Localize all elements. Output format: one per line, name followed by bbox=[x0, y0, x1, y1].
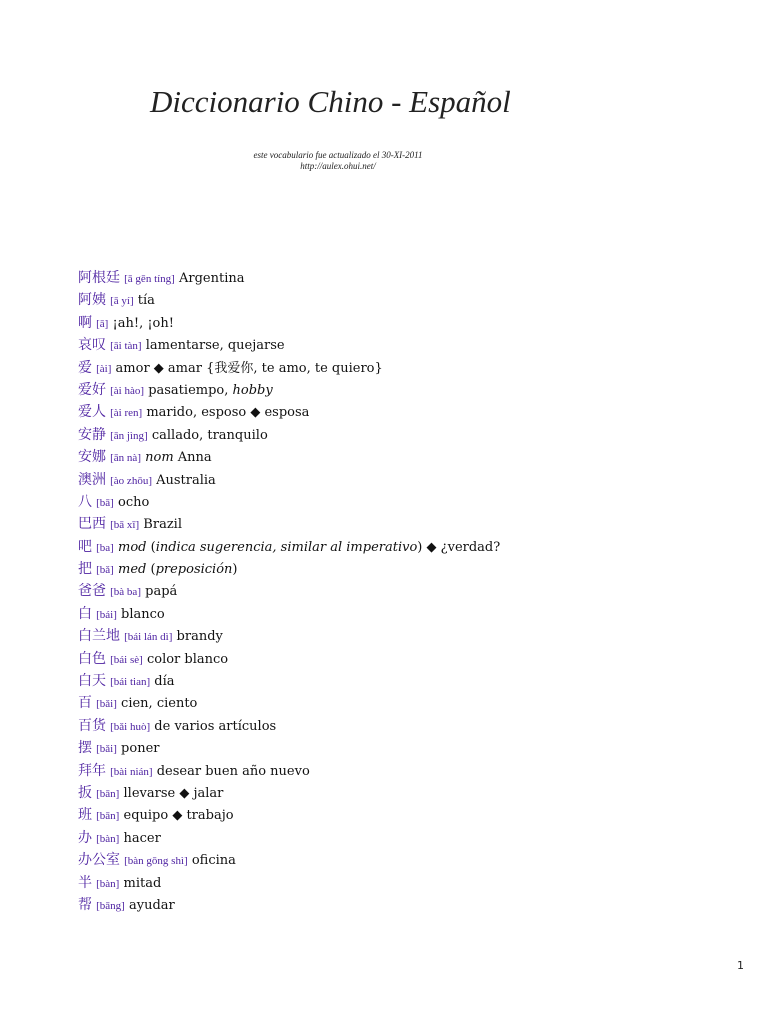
page-number: 1 bbox=[737, 959, 744, 972]
entry-pinyin: [ài] bbox=[96, 362, 112, 375]
entry-pinyin: [bān] bbox=[96, 810, 120, 823]
entry-hanzi: 白色 bbox=[78, 650, 106, 667]
entry-hanzi: 把 bbox=[78, 561, 92, 578]
definition-part: ¡ah!, ¡oh! bbox=[112, 315, 174, 331]
definition-italic-part: indica sugerencia, similar al imperativo bbox=[155, 539, 418, 555]
entry-pinyin: [bái] bbox=[96, 608, 117, 621]
source-url[interactable]: http://aulex.ohui.net/ bbox=[300, 161, 376, 171]
definition-part: ( bbox=[146, 539, 156, 555]
dictionary-entry bbox=[78, 804, 500, 826]
definition-part: Brazil bbox=[143, 517, 182, 533]
entry-pinyin: [bà ba] bbox=[110, 586, 141, 599]
dictionary-entry bbox=[78, 446, 500, 468]
entry-pinyin: [āi tàn] bbox=[110, 340, 142, 353]
entry-hanzi: 白天 bbox=[78, 673, 106, 690]
entry-definition bbox=[146, 405, 309, 420]
entry-definition bbox=[192, 853, 236, 868]
definition-part: callado, tranquilo bbox=[151, 427, 268, 443]
definition-part: cien, ciento bbox=[121, 696, 198, 712]
definition-part: amor ◆ amar {我爱你, te amo, te quiero} bbox=[115, 360, 383, 376]
entry-hanzi: 班 bbox=[78, 807, 92, 824]
entry-definition bbox=[124, 786, 224, 801]
entry-pinyin: [ān jìng] bbox=[110, 429, 148, 442]
definition-part: papá bbox=[145, 584, 178, 600]
entry-hanzi: 办公室 bbox=[78, 852, 120, 869]
entry-definition bbox=[146, 338, 285, 353]
entry-pinyin: [bái lán dì] bbox=[124, 631, 173, 644]
update-note: este vocabulario fue actualizado el 30-XI-2011 bbox=[253, 150, 423, 160]
definition-italic-part: med bbox=[118, 562, 147, 578]
entry-hanzi: 阿根廷 bbox=[78, 270, 120, 286]
definition-part: ) ◆ ¿verdad? bbox=[417, 539, 501, 555]
entry-hanzi: 吧 bbox=[78, 538, 92, 555]
definition-part: pasatiempo, bbox=[148, 382, 233, 398]
dictionary-entry bbox=[78, 603, 500, 625]
subtitle bbox=[170, 150, 506, 172]
entry-pinyin: [ān nà] bbox=[110, 452, 141, 465]
entry-pinyin: [bàn gōng shì] bbox=[124, 855, 188, 868]
entry-pinyin: [bài nián] bbox=[110, 765, 153, 778]
entry-pinyin: [ā gēn tíng] bbox=[124, 273, 175, 285]
entry-definition bbox=[124, 876, 162, 891]
entry-hanzi: 哀叹 bbox=[78, 337, 106, 354]
entry-hanzi: 爱 bbox=[78, 359, 92, 376]
entry-definition bbox=[113, 316, 174, 331]
entry-hanzi: 拜年 bbox=[78, 762, 106, 779]
dictionary-entry bbox=[78, 760, 500, 782]
definition-part: ocho bbox=[118, 494, 150, 510]
entry-hanzi: 白 bbox=[78, 605, 92, 622]
definition-part: equipo ◆ trabajo bbox=[123, 808, 234, 824]
entry-definition bbox=[156, 473, 216, 488]
entry-pinyin: [bǎ] bbox=[96, 564, 114, 577]
entry-pinyin: [ài ren] bbox=[110, 407, 143, 420]
definition-part: llevarse ◆ jalar bbox=[123, 785, 224, 801]
entry-definition bbox=[124, 808, 234, 823]
definition-part: ) bbox=[232, 562, 238, 578]
entry-hanzi: 爱好 bbox=[78, 381, 106, 398]
dictionary-entry bbox=[78, 849, 500, 871]
definition-part: ( bbox=[146, 562, 156, 578]
dictionary-entry bbox=[78, 715, 500, 737]
definition-italic-part: nom bbox=[145, 450, 174, 466]
entry-hanzi: 阿姨 bbox=[78, 292, 106, 309]
entry-pinyin: [bā] bbox=[96, 496, 114, 509]
dictionary-entry bbox=[78, 648, 500, 670]
entry-hanzi: 扳 bbox=[78, 784, 92, 801]
entry-hanzi: 半 bbox=[78, 874, 92, 891]
entry-hanzi: 百 bbox=[78, 695, 92, 712]
entry-pinyin: [bǎi huò] bbox=[110, 720, 151, 733]
entry-pinyin: [ào zhōu] bbox=[110, 474, 152, 487]
definition-part: brandy bbox=[176, 629, 223, 645]
definition-italic-part: hobby bbox=[232, 382, 273, 398]
page-title: Diccionario Chino - Español bbox=[150, 84, 511, 119]
entry-hanzi: 巴西 bbox=[78, 516, 106, 533]
definition-part: Anna bbox=[173, 450, 212, 466]
entry-hanzi: 办 bbox=[78, 829, 92, 846]
entry-pinyin: [ā yí] bbox=[110, 295, 134, 308]
dictionary-entry bbox=[78, 491, 500, 513]
entry-definition bbox=[138, 293, 155, 308]
entry-definition bbox=[124, 831, 161, 846]
entry-hanzi: 八 bbox=[78, 493, 92, 510]
entry-hanzi: 白兰地 bbox=[78, 628, 120, 645]
definition-italic-part: preposición bbox=[155, 562, 233, 578]
entry-definition bbox=[145, 450, 212, 465]
dictionary-entry bbox=[78, 872, 500, 894]
entry-pinyin: [bāng] bbox=[96, 899, 125, 912]
entry-definition bbox=[157, 764, 310, 779]
entry-definition bbox=[154, 719, 276, 734]
entry-definition bbox=[118, 562, 238, 577]
definition-part: de varios artículos bbox=[154, 718, 277, 734]
entry-pinyin: [bái sè] bbox=[110, 653, 143, 666]
entry-definition bbox=[177, 629, 223, 644]
entry-pinyin: [bān] bbox=[96, 787, 120, 800]
entry-definition bbox=[152, 428, 268, 443]
definition-part: blanco bbox=[121, 606, 165, 622]
definition-part: oficina bbox=[191, 853, 236, 869]
dictionary-entry bbox=[78, 558, 500, 580]
dictionary-entry bbox=[78, 670, 500, 692]
dictionary-entry bbox=[78, 357, 500, 379]
dictionary-entry bbox=[78, 625, 500, 647]
entry-definition bbox=[179, 271, 245, 286]
entry-definition bbox=[129, 898, 175, 913]
entry-hanzi: 啊 bbox=[78, 314, 92, 331]
entry-definition bbox=[145, 584, 177, 599]
entry-pinyin: [bàn] bbox=[96, 877, 120, 890]
definition-part: hacer bbox=[123, 830, 161, 846]
definition-part: ayudar bbox=[129, 897, 175, 913]
definition-part: desear buen año nuevo bbox=[156, 763, 310, 779]
definition-part: Australia bbox=[156, 472, 216, 488]
definition-italic-part: mod bbox=[118, 539, 147, 555]
dictionary-entry bbox=[78, 737, 500, 759]
entry-definition bbox=[118, 540, 500, 555]
definition-part: Argentina bbox=[178, 271, 245, 286]
definition-part: marido, esposo ◆ esposa bbox=[146, 405, 310, 421]
entry-definition bbox=[154, 674, 174, 689]
definition-part: poner bbox=[121, 741, 160, 757]
entry-definition bbox=[121, 741, 159, 756]
dictionary-entry bbox=[78, 334, 500, 356]
entry-definition bbox=[121, 696, 197, 711]
entry-pinyin: [ā] bbox=[96, 317, 109, 330]
dictionary-entry bbox=[78, 312, 500, 334]
entry-pinyin: [bā xī] bbox=[110, 519, 140, 532]
dictionary-entry bbox=[78, 289, 500, 311]
dictionary-entry bbox=[78, 827, 500, 849]
dictionary-entry bbox=[78, 513, 500, 535]
dictionary-entry bbox=[78, 401, 500, 423]
entry-pinyin: [bái tian] bbox=[110, 676, 151, 689]
entry-hanzi: 安娜 bbox=[78, 449, 106, 466]
entry-pinyin: [ài hào] bbox=[110, 384, 145, 397]
entry-hanzi: 爱人 bbox=[78, 404, 106, 421]
entry-definition bbox=[121, 607, 165, 622]
entry-pinyin: [ba] bbox=[96, 541, 114, 554]
entry-hanzi: 帮 bbox=[78, 896, 92, 913]
entry-hanzi: 安静 bbox=[78, 426, 106, 443]
entry-definition bbox=[147, 652, 228, 667]
definition-part: día bbox=[154, 674, 175, 690]
entry-definition bbox=[116, 361, 383, 376]
entry-pinyin: [bǎi] bbox=[96, 698, 117, 711]
entry-pinyin: [bàn] bbox=[96, 832, 120, 845]
entry-pinyin: [bǎi] bbox=[96, 743, 117, 756]
entry-hanzi: 摆 bbox=[78, 740, 92, 757]
definition-part: tía bbox=[137, 293, 155, 309]
definition-part: lamentarse, quejarse bbox=[145, 338, 285, 354]
dictionary-entry bbox=[78, 692, 500, 714]
entry-definition bbox=[143, 517, 182, 532]
entry-definition bbox=[118, 495, 149, 510]
entry-hanzi: 百货 bbox=[78, 717, 106, 734]
entry-list bbox=[78, 267, 500, 916]
definition-part: mitad bbox=[123, 875, 162, 891]
dictionary-entry bbox=[78, 424, 500, 446]
dictionary-entry bbox=[78, 580, 500, 602]
dictionary-entry bbox=[78, 469, 500, 491]
entry-hanzi: 爸爸 bbox=[78, 583, 106, 600]
entry-definition bbox=[148, 383, 273, 398]
dictionary-entry bbox=[78, 894, 500, 916]
definition-part: color blanco bbox=[146, 651, 229, 667]
dictionary-entry bbox=[78, 267, 500, 289]
dictionary-entry bbox=[78, 536, 500, 558]
dictionary-entry bbox=[78, 379, 500, 401]
entry-hanzi: 澳洲 bbox=[78, 471, 106, 488]
dictionary-entry bbox=[78, 782, 500, 804]
